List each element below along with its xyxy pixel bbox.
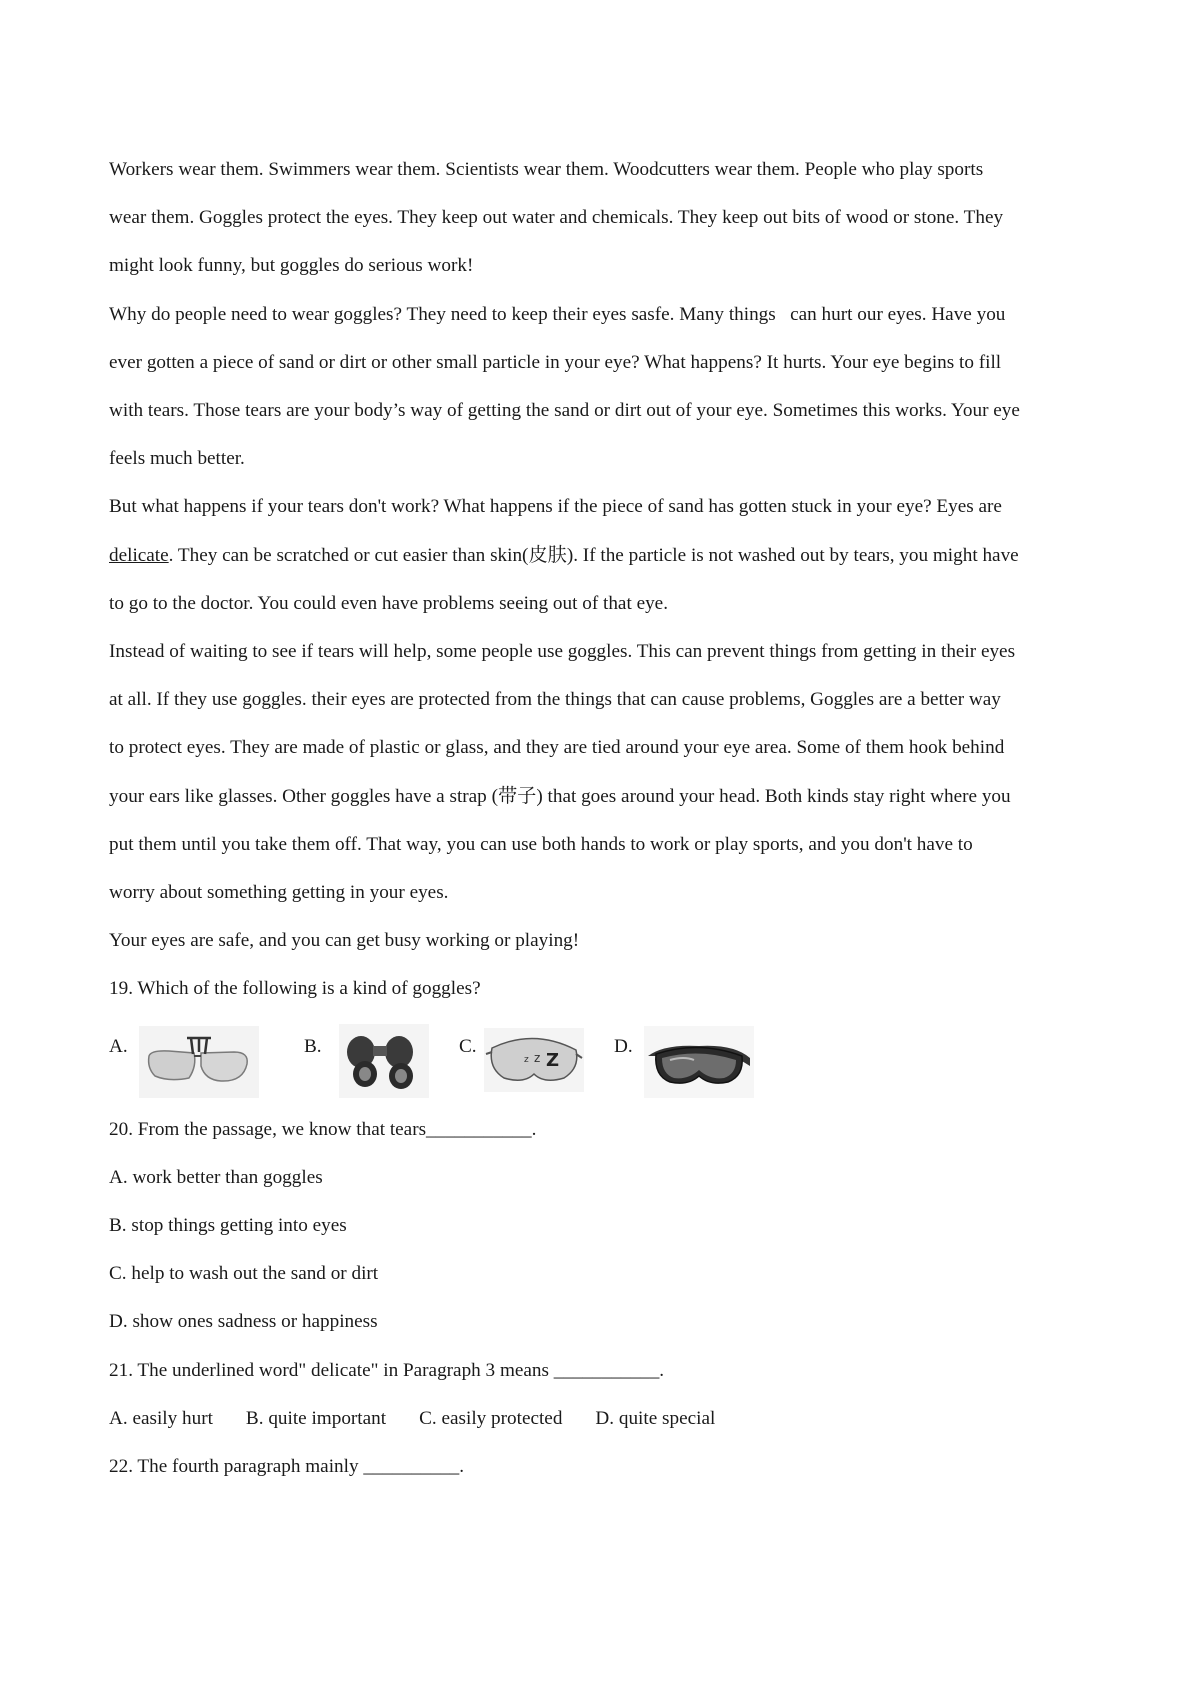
paragraph-5 (109, 917, 1099, 965)
underlined-word: delicate (109, 544, 169, 566)
question-20-option-b: B. stop things getting into eyes (109, 1215, 347, 1237)
option-b-label: B. (304, 1035, 322, 1057)
sleep-mask-icon (484, 1028, 584, 1092)
text-line: Your eyes are safe, and you can get busy working or playing! (109, 930, 580, 952)
text-line: might look funny, but goggles do serious work! (109, 255, 474, 277)
question-21-stem: 21. The underlined word" delicate" in Paragraph 3 means ___________. (109, 1359, 665, 1381)
svg-text:z: z (524, 1054, 529, 1065)
question-21-option-d: D. quite special (595, 1407, 716, 1429)
binoculars-icon (339, 1024, 429, 1098)
text-fragment: . They can be scratched or cut easier than skin(皮肤). If the particle is not washed out by tears, you might have (168, 544, 1019, 566)
paragraph-3 (109, 483, 1099, 628)
text-line: Workers wear them. Swimmers wear them. Scientists wear them. Woodcutters wear them. People who play sports (109, 159, 984, 180)
text-line: Why do people need to wear goggles? They need to keep their eyes sasfe. Many things can hurt our eyes. Have you (109, 303, 1006, 325)
question-19-stem: 19. Which of the following is a kind of goggles? (109, 978, 481, 1000)
question-21-options (109, 1395, 1099, 1443)
text-line (109, 532, 1099, 580)
svg-text:Z: Z (546, 1049, 560, 1071)
text-line: your ears like glasses. Other goggles have a strap (带子) that goes around your head. Both kinds stay right where you (109, 785, 1011, 807)
text-line: wear them. Goggles protect the eyes. They keep out water and chemicals. They keep out bits of wood or stone. They (109, 207, 1004, 229)
text-line: But what happens if your tears don't work? What happens if the piece of sand has gotten stuck in your eye? Eyes are (109, 496, 1002, 518)
question-22-stem: 22. The fourth paragraph mainly __________. (109, 1456, 465, 1478)
text-line: to go to the doctor. You could even have problems seeing out of that eye. (109, 592, 668, 614)
svg-text:z: z (534, 1050, 541, 1065)
text-line: put them until you take them off. That way, you can use both hands to work or play sports, and you don't have to (109, 833, 973, 855)
paragraph-1 (109, 146, 1099, 291)
question-19-options (109, 1018, 1099, 1106)
question-20-stem: 20. From the passage, we know that tears___________. (109, 1118, 537, 1140)
option-c-label: C. (459, 1035, 477, 1057)
question-21-option-b: B. quite important (245, 1407, 387, 1429)
question-21-option-c: C. easily protected (419, 1407, 563, 1429)
option-a-label: A. (109, 1035, 128, 1057)
text-line: Instead of waiting to see if tears will help, some people use goggles. This can prevent things from getting in their eyes (109, 641, 1016, 663)
paragraph-4 (109, 628, 1099, 917)
text-line: ever gotten a piece of sand or dirt or other small particle in your eye? What happens? It hurts. Your eye begins to fill (109, 351, 1002, 373)
question-21-option-a: A. easily hurt (109, 1407, 213, 1429)
clip-on-sunglasses-icon (139, 1026, 259, 1098)
question-20-option-a: A. work better than goggles (109, 1166, 323, 1188)
text-line: at all. If they use goggles. their eyes are protected from the things that can cause problems, Goggles are a better way (109, 689, 1001, 711)
text-line: with tears. Those tears are your body’s way of getting the sand or dirt out of your eye. Sometimes this works. Your eye (109, 400, 1020, 422)
ski-goggles-icon (644, 1026, 754, 1098)
text-line: to protect eyes. They are made of plastic or glass, and they are tied around your eye area. Some of them hook behind (109, 737, 1005, 759)
option-d-label: D. (614, 1035, 633, 1057)
question-20-option-c: C. help to wash out the sand or dirt (109, 1263, 379, 1285)
text-line: feels much better. (109, 448, 245, 470)
question-20-option-d: D. show ones sadness or happiness (109, 1311, 378, 1333)
text-line: worry about something getting in your eyes. (109, 882, 449, 904)
document-page (109, 146, 1099, 1491)
paragraph-2 (109, 291, 1099, 484)
